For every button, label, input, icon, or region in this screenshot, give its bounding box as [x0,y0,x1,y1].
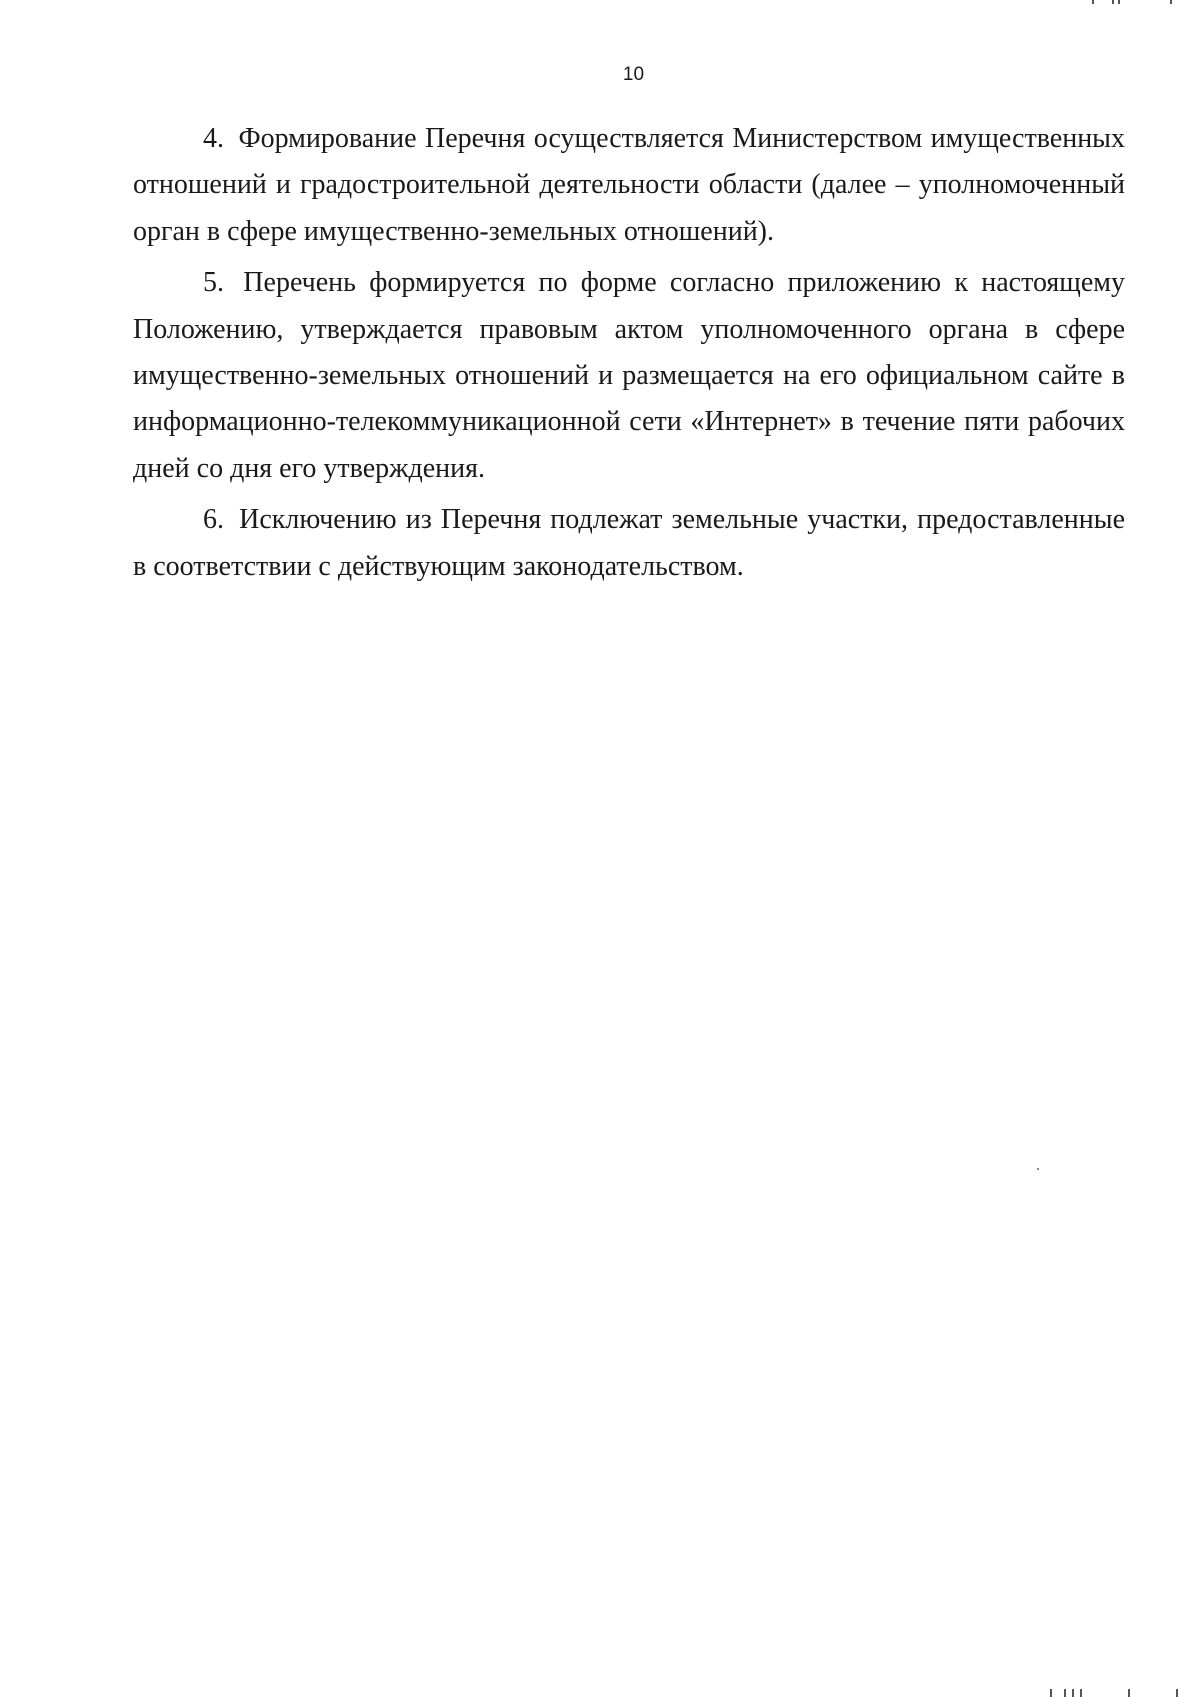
page-number: 10 [622,64,645,85]
document-body [133,116,1125,595]
paragraph-text: Формирование Перечня осуществляется Министерством имущественных отношений и градостроительной деятельности области (далее – уполномоченный орган в сфере имущественно-земельных отношений). [133,123,1125,247]
paragraph-number: 5. [203,267,224,299]
paragraph-text: Перечень формируется по форме согласно приложению к настоящему Положению, утверждается правовым актом уполномоченного органа в сфере имущественно-земельных отношений и размещается на его официальном сайте в информационно-телекоммуникационной сети «Интернет» в течение пяти рабочих дней со дня его утверждения. [133,267,1125,484]
scan-edge-marks-top [1092,0,1172,4]
scan-speck [1037,1168,1039,1170]
paragraph-text: Исключению из Перечня подлежат земельные участки, предоставленные в соответствии с действующим законодательством. [133,504,1126,582]
paragraph-number: 6. [203,504,224,536]
paragraph-4 [133,116,1125,255]
paragraph-5 [133,260,1125,492]
paragraph-number: 4. [203,123,224,154]
scan-edge-marks-bottom [1050,1687,1190,1697]
paragraph-6 [133,497,1125,590]
